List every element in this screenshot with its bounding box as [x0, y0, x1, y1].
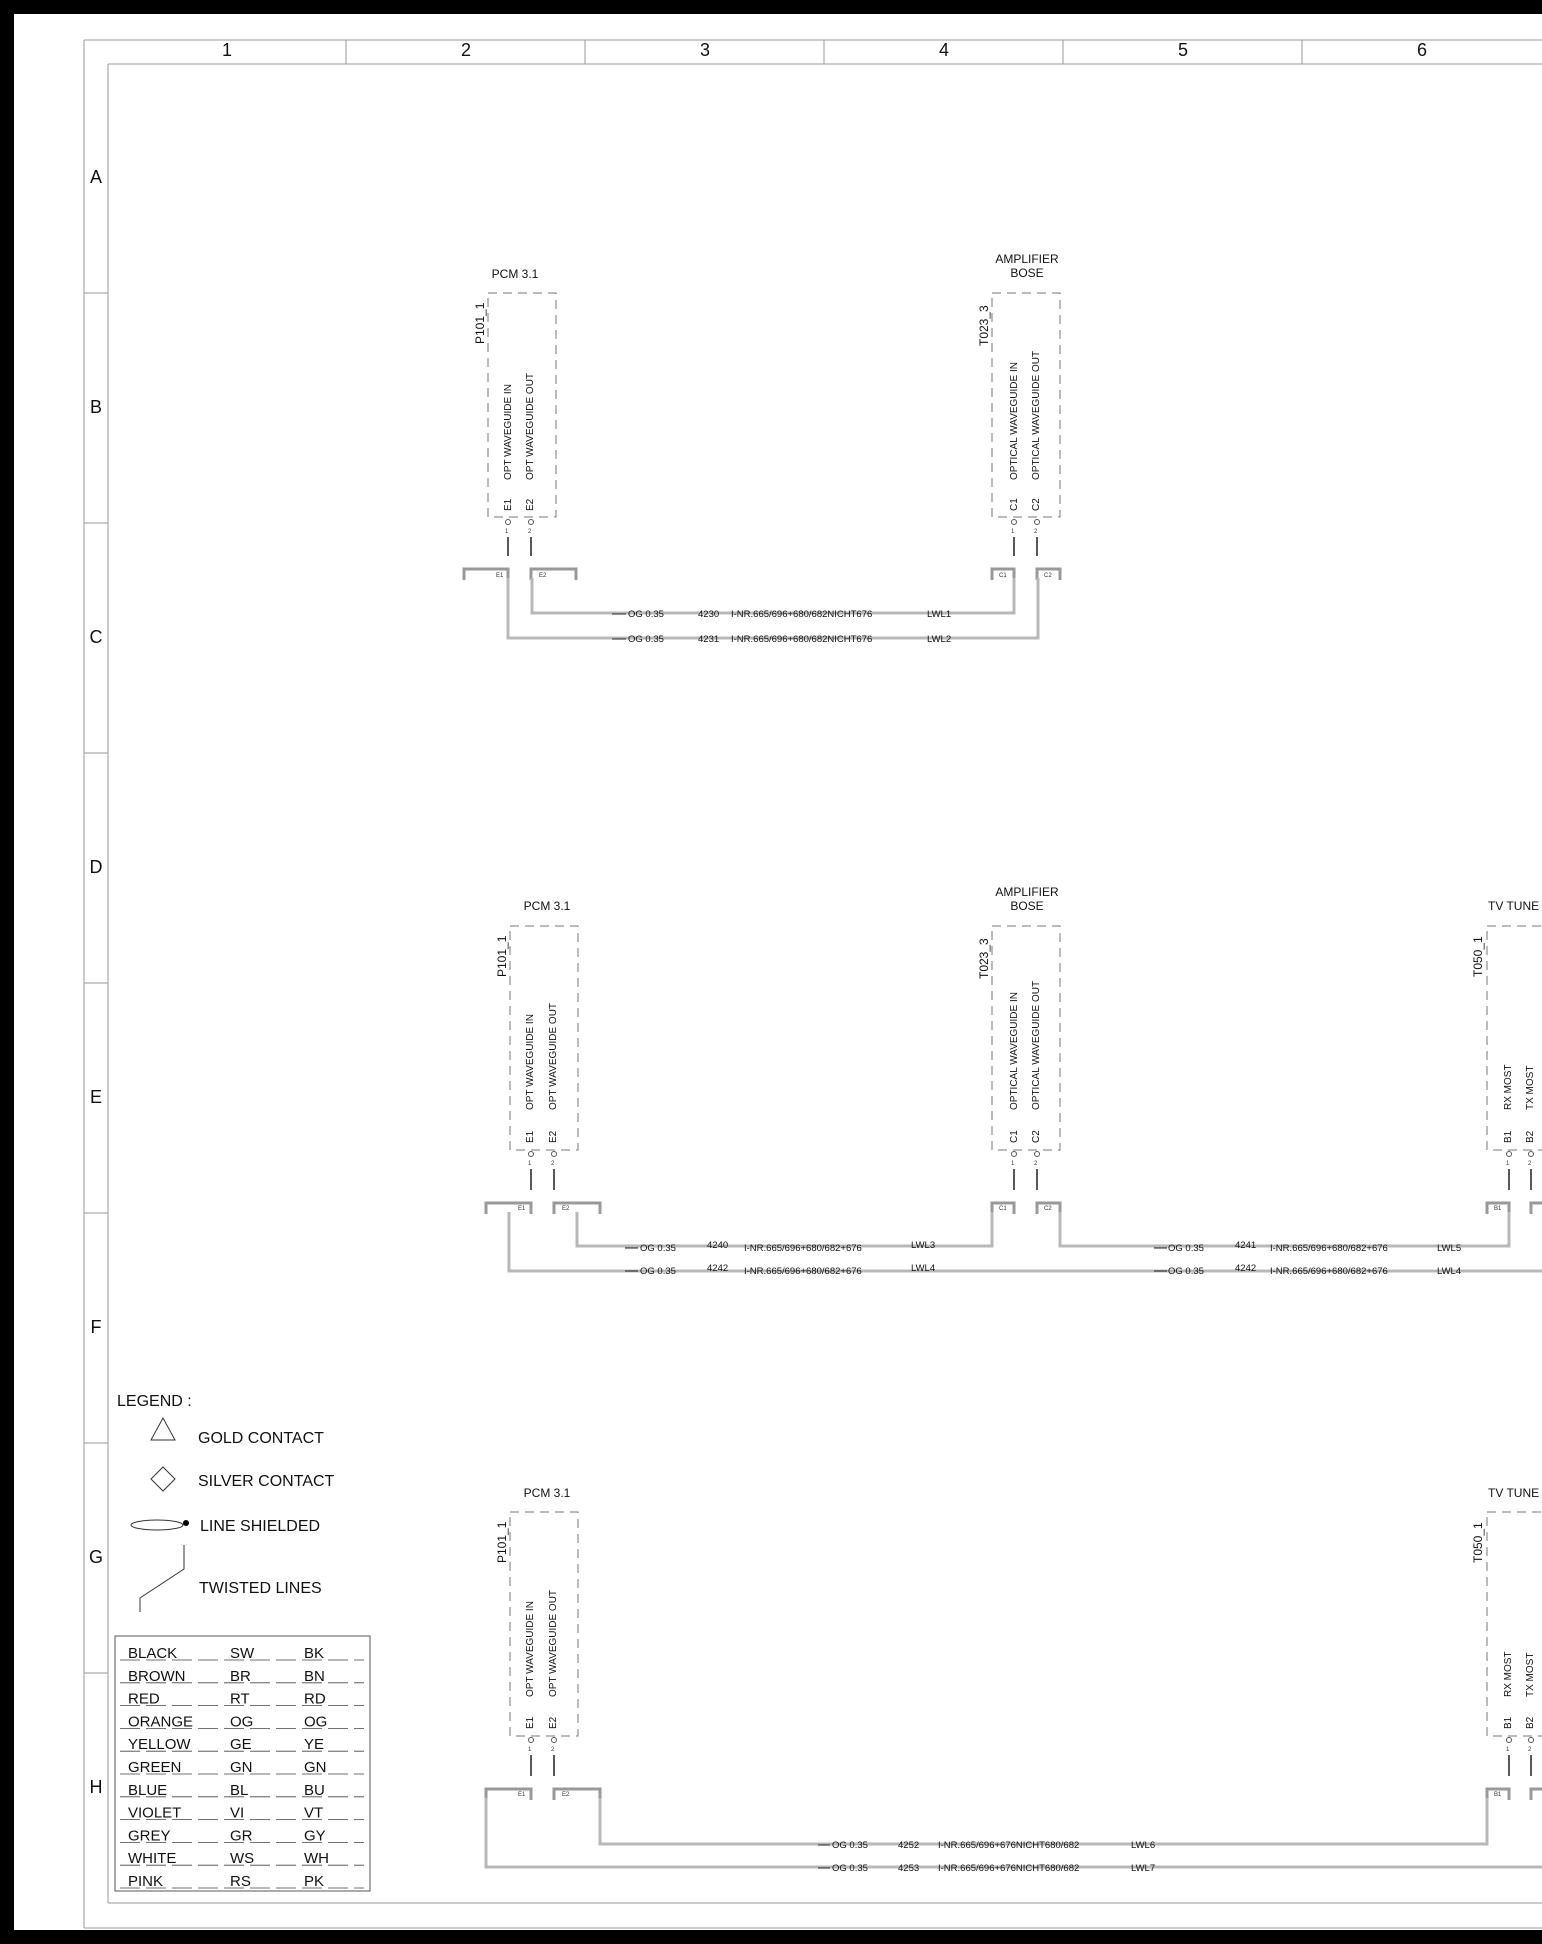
tv-tuner-component[interactable] [1471, 899, 1542, 1214]
connector-pin-label: C1 [999, 1206, 1007, 1212]
component-ref: T023_3 [977, 305, 991, 346]
pin-label: B1 [1503, 1130, 1514, 1143]
pin-contact [1012, 520, 1017, 525]
wire-number: 4231 [698, 634, 720, 645]
pin-contact [1529, 1152, 1534, 1157]
wire-spec: OG 0.35 [640, 1243, 676, 1254]
pin-number: 2 [551, 1161, 555, 1167]
pin-number: 1 [1506, 1161, 1510, 1167]
gold-contact-icon [151, 1418, 175, 1440]
grid-row-label: F [90, 1317, 102, 1337]
color-name: PINK [128, 1873, 164, 1890]
component-title: AMPLIFIER [995, 885, 1059, 899]
grid-row-labels [89, 167, 103, 1797]
legend-item: TWISTED LINES [199, 1580, 322, 1597]
pin-label: B1 [1503, 1716, 1514, 1729]
wire-spec: OG 0.35 [832, 1840, 868, 1851]
tv-tuner-component[interactable] [1471, 1486, 1542, 1800]
wire-note: I-NR.665/696+680/682+676 [1270, 1243, 1388, 1254]
grid-frame [84, 40, 1542, 1928]
line-shielded-icon [131, 1520, 189, 1530]
legend-title: LEGEND : [117, 1393, 192, 1410]
color-code-en: VT [304, 1804, 324, 1822]
legend-item: LINE SHIELDED [200, 1518, 321, 1535]
pin-contact [1035, 1152, 1040, 1157]
color-code-de: RT [230, 1690, 250, 1708]
wire-lwl6[interactable] [600, 1798, 1487, 1844]
connector-pin-label: E2 [562, 1206, 570, 1212]
color-code-de: GE [230, 1736, 252, 1754]
wire-spec: OG 0.35 [1168, 1243, 1204, 1254]
color-table-row [120, 1645, 364, 1662]
pin-number: 1 [1506, 1747, 1510, 1753]
grid-col-label: 2 [460, 40, 472, 60]
wire-note: I-NR.665/696+676NICHT680/682 [938, 1840, 1080, 1851]
signal-label: OPTICAL WAVEGUIDE OUT [1031, 350, 1042, 480]
component-outline [510, 926, 578, 1150]
signal-label: OPT WAVEGUIDE OUT [548, 1589, 559, 1697]
wire-id: LWL4 [1437, 1266, 1462, 1277]
legend-item: SILVER CONTACT [198, 1473, 335, 1490]
component-outline [992, 293, 1060, 517]
color-name: BLACK [128, 1645, 178, 1662]
pin-number: 1 [505, 529, 509, 535]
component-title: AMPLIFIER [995, 252, 1059, 266]
pin-number: 1 [528, 1747, 532, 1753]
component-ref: T050_1 [1471, 936, 1485, 977]
pin-label: C2 [1031, 1130, 1042, 1143]
connector-symbol [464, 569, 576, 580]
wire-lwl7[interactable] [486, 1798, 1542, 1867]
color-code-en: WH [304, 1850, 329, 1868]
wire-id: LWL3 [911, 1240, 936, 1251]
wire-lwl1[interactable] [532, 578, 1014, 613]
amplifier-component[interactable] [977, 252, 1060, 580]
wire-spec: OG 0.35 [1168, 1266, 1204, 1277]
connector-pin-label: E1 [518, 1206, 526, 1212]
color-table-row [120, 1805, 364, 1822]
component-outline [992, 926, 1060, 1150]
connector-pin-label: E2 [539, 573, 547, 579]
signal-label: OPT WAVEGUIDE IN [525, 1014, 536, 1110]
pin-contact [1507, 1738, 1512, 1743]
legend [115, 1393, 370, 1891]
diagram-2 [486, 885, 1542, 1277]
pin-number: 1 [528, 1161, 532, 1167]
color-table-row [120, 1850, 364, 1867]
color-name: RED [128, 1690, 160, 1708]
color-code-de: BL [230, 1781, 249, 1799]
color-code-de: WS [230, 1850, 255, 1868]
wires [486, 1798, 1542, 1867]
wire-id: LWL4 [911, 1263, 936, 1274]
component-ref: T023_3 [977, 938, 991, 979]
color-name: GREEN [128, 1759, 182, 1776]
color-code-en: GN [304, 1759, 327, 1776]
grid-row-label: B [89, 397, 103, 417]
color-table-rows [120, 1645, 364, 1890]
pin-label: E1 [525, 1130, 536, 1143]
signal-label: OPT WAVEGUIDE OUT [548, 1002, 559, 1110]
pin-label: B2 [1525, 1130, 1536, 1143]
signal-label: OPT WAVEGUIDE IN [525, 1601, 536, 1697]
color-table-row [120, 1713, 364, 1730]
grid-row-label: C [89, 627, 103, 647]
connector-symbol [486, 1203, 600, 1214]
pin-number: 2 [1528, 1747, 1532, 1753]
grid-col-label: 4 [938, 40, 950, 60]
component-ref: P101_1 [495, 1521, 509, 1563]
wire-note: I-NR.665/696+680/682+676 [744, 1266, 862, 1277]
pin-label: C1 [1009, 1130, 1020, 1143]
color-code-en: YE [304, 1736, 325, 1754]
pcm-component[interactable] [486, 899, 600, 1214]
color-code-en: BK [304, 1645, 325, 1662]
wire-id: LWL6 [1131, 1840, 1156, 1851]
signal-label: OPTICAL WAVEGUIDE OUT [1031, 980, 1042, 1110]
pcm-component[interactable] [464, 267, 576, 580]
color-code-en: PK [304, 1873, 325, 1890]
component-outline [510, 1512, 578, 1736]
connector-pin-label: C2 [1044, 1206, 1052, 1212]
grid-row-label: D [89, 857, 103, 877]
color-code-en: GY [304, 1827, 326, 1845]
pin-label: E2 [548, 1130, 559, 1143]
amplifier-component[interactable] [977, 885, 1060, 1214]
pin-contact [529, 1738, 534, 1743]
pin-label: C1 [1009, 498, 1020, 511]
wire-note: I-NR.665/696+680/682NICHT676 [731, 609, 873, 620]
signal-label: OPT WAVEGUIDE IN [503, 384, 514, 480]
pin-contact [552, 1738, 557, 1743]
color-code-de: RS [230, 1873, 251, 1890]
pin-number: 2 [528, 529, 532, 535]
wire-spec: OG 0.35 [628, 634, 664, 645]
grid-row-label: A [89, 167, 103, 187]
grid-col-label: 1 [221, 40, 233, 60]
connector-pin-label: C1 [999, 573, 1007, 579]
pin-number: 2 [1034, 1161, 1038, 1167]
color-code-en: RD [304, 1690, 326, 1708]
connector-pin-label: E1 [496, 573, 504, 579]
wire-spec: OG 0.35 [640, 1266, 676, 1277]
wire-number: 4242 [1235, 1263, 1257, 1274]
wire-lwl4[interactable] [509, 1212, 1542, 1271]
color-table-row [120, 1827, 364, 1844]
wire-number: 4241 [1235, 1240, 1257, 1251]
wire-spec: OG 0.35 [628, 609, 664, 620]
connector-symbol [486, 1789, 600, 1800]
signal-label: TX MOST [1525, 1652, 1536, 1697]
grid-col-label: 3 [699, 40, 711, 60]
wire-number: 4230 [698, 609, 720, 620]
component-title: BOSE [1010, 266, 1044, 280]
legend-item: GOLD CONTACT [198, 1430, 324, 1447]
pcm-component[interactable] [486, 1486, 600, 1800]
signal-label: OPTICAL WAVEGUIDE IN [1009, 992, 1020, 1110]
pin-label: E1 [503, 498, 514, 511]
connector-pin-label: E2 [562, 1792, 570, 1798]
pin-number: 1 [1011, 1161, 1015, 1167]
color-code-en: BU [304, 1781, 325, 1799]
silver-contact-icon [151, 1467, 175, 1491]
pin-contact [506, 520, 511, 525]
wire-note: I-NR.665/696+680/682+676 [744, 1243, 862, 1254]
color-table-row [120, 1691, 364, 1708]
pin-number: 2 [1528, 1161, 1532, 1167]
component-outline [1487, 926, 1542, 1150]
pin-number: 2 [1034, 529, 1038, 535]
pin-contact [1035, 520, 1040, 525]
wire-note: I-NR.665/696+680/682+676 [1270, 1266, 1388, 1277]
signal-label: RX MOST [1503, 1064, 1514, 1110]
pin-contact [1529, 1738, 1534, 1743]
pin-contact [529, 1152, 534, 1157]
color-code-de: VI [230, 1804, 245, 1822]
wire-number: 4242 [707, 1263, 729, 1274]
component-outline [488, 293, 556, 517]
grid-row-label: E [89, 1087, 103, 1107]
connector-pin-label: C2 [1044, 573, 1052, 579]
wire-lwl2[interactable] [508, 578, 1038, 638]
pin-label: E2 [525, 498, 536, 511]
color-table-row [120, 1759, 364, 1776]
wire-number: 4240 [707, 1240, 729, 1251]
component-title: PCM 3.1 [491, 267, 539, 281]
wire-number: 4252 [898, 1840, 920, 1851]
wire-lwl5[interactable] [1060, 1212, 1509, 1246]
twisted-lines-icon [140, 1545, 184, 1612]
component-title: PCM 3.1 [523, 1486, 571, 1500]
wire-note: I-NR.665/696+676NICHT680/682 [938, 1863, 1080, 1874]
grid-row-label: H [89, 1777, 103, 1797]
component-ref: P101_1 [495, 935, 509, 977]
color-table-row [120, 1873, 364, 1890]
component-outline [1487, 1512, 1542, 1736]
connector-pin-label: B1 [1494, 1206, 1502, 1212]
pin-contact [552, 1152, 557, 1157]
color-name: ORANGE [128, 1713, 194, 1731]
wire-id: LWL1 [927, 609, 952, 620]
wire-number: 4253 [898, 1863, 920, 1874]
color-table-row [120, 1668, 364, 1685]
color-code-de: SW [230, 1645, 255, 1662]
signal-label: TX MOST [1525, 1065, 1536, 1110]
signal-label: OPTICAL WAVEGUIDE IN [1009, 362, 1020, 480]
wire-id: LWL5 [1437, 1243, 1462, 1254]
connector-pin-label: E1 [518, 1792, 526, 1798]
color-code-en: OG [304, 1713, 328, 1731]
pin-contact [1507, 1152, 1512, 1157]
color-name: WHITE [128, 1850, 177, 1868]
wire-spec: OG 0.35 [832, 1863, 868, 1874]
wires [509, 1212, 1542, 1271]
component-title: TV TUNE [1488, 899, 1540, 913]
connector-pin-label: B1 [1494, 1792, 1502, 1798]
color-name: VIOLET [128, 1804, 182, 1822]
component-title: TV TUNE [1488, 1486, 1540, 1500]
color-code-de: GN [230, 1759, 253, 1776]
grid-row-label: G [88, 1547, 104, 1567]
grid-col-label: 5 [1177, 40, 1189, 60]
diagram-3 [486, 1486, 1542, 1874]
wire-note: I-NR.665/696+680/682NICHT676 [731, 634, 873, 645]
pin-label: B2 [1525, 1716, 1536, 1729]
wires [508, 578, 1038, 638]
grid-col-label: 6 [1416, 40, 1428, 60]
color-name: YELLOW [128, 1736, 191, 1754]
pin-contact [1012, 1152, 1017, 1157]
pin-label: E2 [548, 1716, 559, 1729]
color-table-row [120, 1736, 364, 1753]
color-name: GREY [128, 1827, 171, 1845]
diagram-1 [464, 252, 1060, 645]
component-ref: T050_1 [1471, 1522, 1485, 1563]
component-title: BOSE [1010, 899, 1044, 913]
component-title: PCM 3.1 [523, 899, 571, 913]
component-ref: P101_1 [473, 302, 487, 344]
signal-label: RX MOST [1503, 1651, 1514, 1697]
pin-contact [529, 520, 534, 525]
color-code-en: BN [304, 1667, 325, 1685]
wire-id: LWL2 [927, 634, 952, 645]
color-code-de: OG [230, 1713, 254, 1731]
pin-label: C2 [1031, 498, 1042, 511]
wire-id: LWL7 [1131, 1863, 1156, 1874]
color-name: BLUE [128, 1781, 168, 1799]
pin-number: 2 [551, 1747, 555, 1753]
pin-label: E1 [525, 1716, 536, 1729]
pin-number: 1 [1011, 529, 1015, 535]
color-name: BROWN [128, 1667, 186, 1685]
signal-label: OPT WAVEGUIDE OUT [525, 372, 536, 480]
color-code-de: GR [230, 1827, 253, 1845]
color-code-de: BR [230, 1667, 251, 1685]
color-table-row [120, 1782, 364, 1799]
